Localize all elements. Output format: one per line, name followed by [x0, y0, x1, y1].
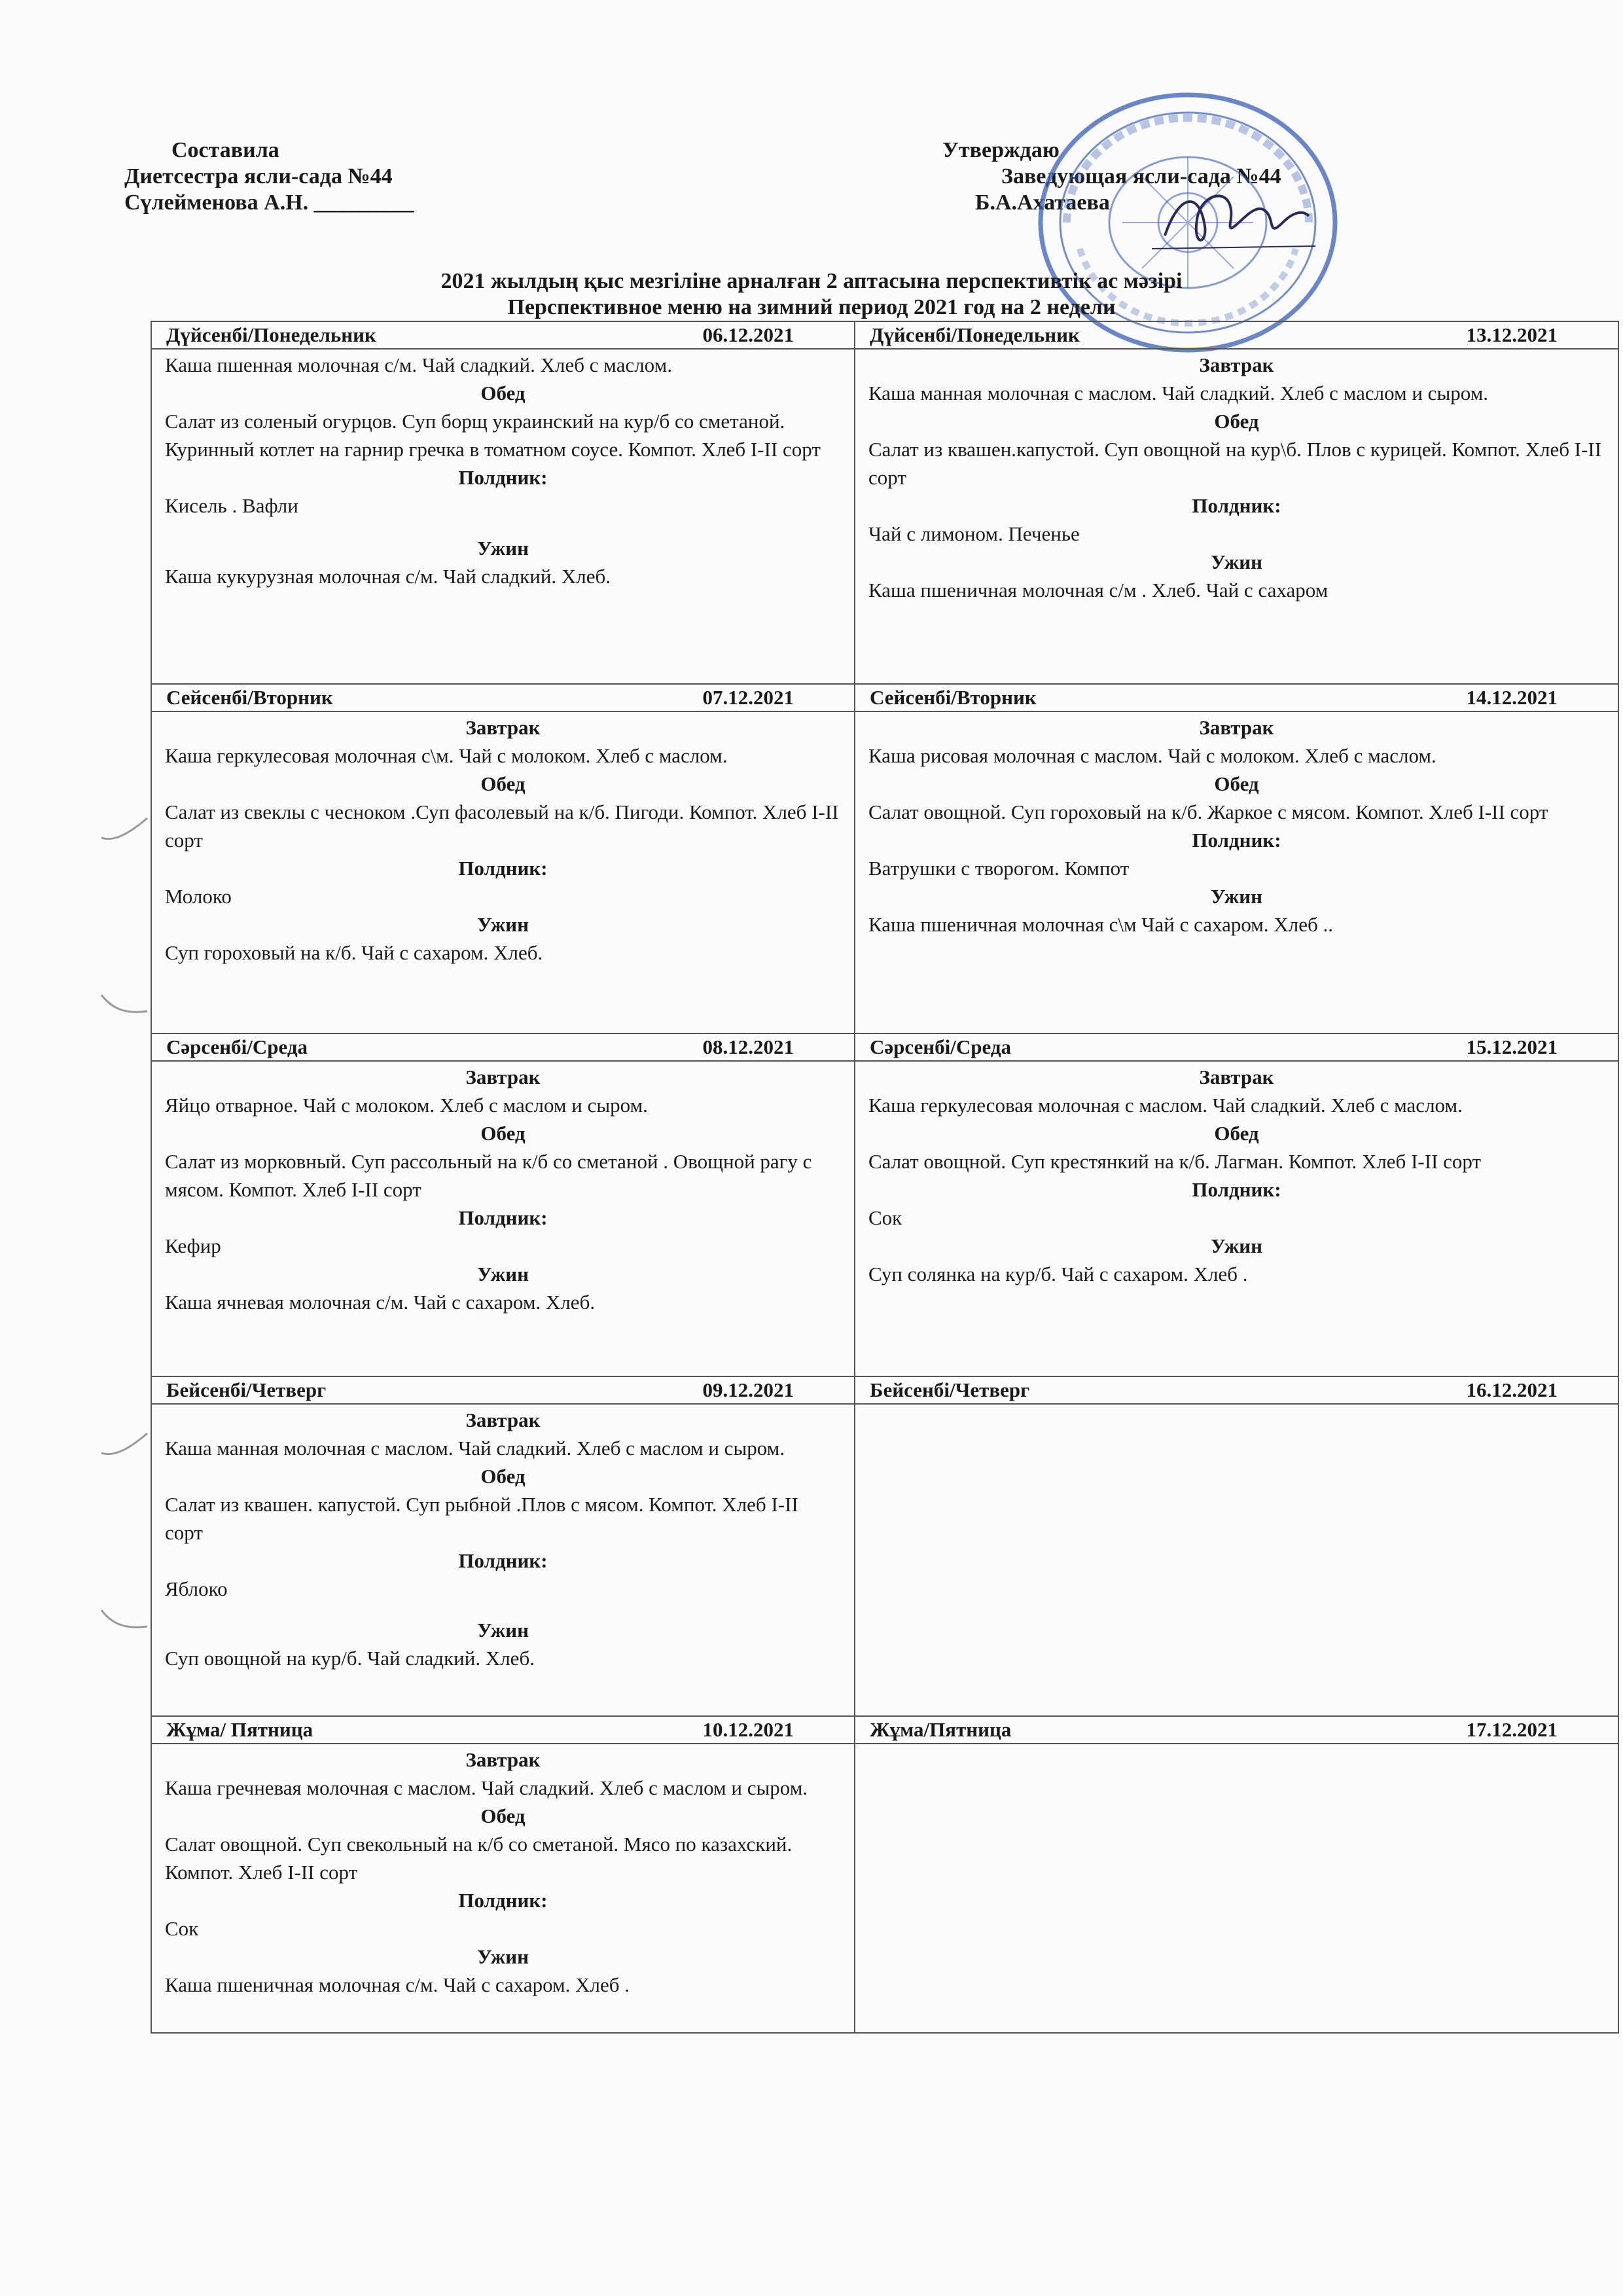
lunch-heading: Обед: [480, 1122, 526, 1145]
day-name: Дүйсенбі/Понедельник: [870, 323, 1080, 346]
menu-cell-week2: [855, 349, 1618, 684]
snack-text: Кефир: [165, 1234, 221, 1257]
breakfast-heading: Завтрак: [1199, 1066, 1274, 1088]
title-russian: Перспективное меню на зимний период 2021 год на 2 недели: [507, 295, 1116, 319]
day-date: 06.12.2021: [702, 323, 794, 346]
punch-hole-mark: [98, 982, 151, 1021]
menu-cell-week1: [151, 1744, 855, 2033]
day-name: Бейсенбі/Четверг: [870, 1378, 1030, 1401]
snack-heading: Полдник:: [1192, 829, 1281, 852]
breakfast-heading: Завтрак: [1199, 353, 1274, 376]
dinner-text: Суп овощной на кур/б. Чай сладкий. Хлеб.: [165, 1647, 535, 1670]
menu-cell-week2: [855, 1061, 1618, 1376]
breakfast-text: Каша гречневая молочная с маслом. Чай сладкий. Хлеб с маслом и сыром.: [165, 1776, 808, 1799]
compiled-by-block: [124, 137, 414, 216]
day-date: 10.12.2021: [702, 1718, 794, 1741]
snack-text: Молоко: [165, 885, 232, 908]
day-header-week2: [855, 321, 1618, 349]
dinner-heading: Ужин: [477, 1619, 529, 1641]
lunch-text: Салат из квашен.капустой. Суп овощной на кур\б. Плов с курицей. Компот. Хлеб I-II сорт: [868, 438, 1602, 489]
approved-by-label: Утверждаю: [942, 138, 1060, 162]
day-header-row: [151, 684, 1618, 711]
punch-hole-mark: [98, 1597, 151, 1636]
day-date: 07.12.2021: [702, 686, 794, 709]
day-date: 13.12.2021: [1466, 323, 1558, 346]
day-header-row: [151, 1376, 1618, 1404]
compiled-by-position: Диетсестра ясли-сада №44: [124, 164, 393, 188]
day-name: Дүйсенбі/Понедельник: [166, 323, 376, 346]
lunch-heading: Обед: [1214, 772, 1259, 795]
lunch-heading: Обед: [1214, 410, 1259, 433]
title-kazakh: 2021 жылдың қыс мезгіліне арналған 2 аптасына перспективтік ас мәзірі: [440, 269, 1183, 293]
lunch-heading: Обед: [480, 1465, 526, 1488]
dinner-heading: Ужин: [1211, 1234, 1262, 1257]
breakfast-text: Каша манная молочная с маслом. Чай сладкий. Хлеб с маслом и сыром.: [868, 382, 1489, 404]
day-date: 16.12.2021: [1466, 1378, 1558, 1401]
breakfast-text: Каша геркулесовая молочная с\м. Чай с молоком. Хлеб с маслом.: [165, 744, 728, 767]
dinner-heading: Ужин: [477, 913, 529, 936]
lunch-text: Салат овощной. Суп крестянкий на к/б. Лагман. Компот. Хлеб I-II сорт: [868, 1150, 1482, 1173]
snack-text: Чай с лимоном. Печенье: [868, 522, 1080, 545]
dinner-text: Каша пшеничная молочная с/м. Чай с сахаром. Хлеб .: [165, 1973, 630, 1996]
menu-cell-week2: [855, 711, 1618, 1033]
breakfast-text: Каша рисовая молочная с маслом. Чай с молоком. Хлеб с маслом.: [868, 744, 1436, 767]
day-header-week1: [151, 1033, 855, 1061]
menu-cell-week1: [151, 711, 855, 1033]
lunch-text: Салат из морковный. Суп рассольный на к/б со сметаной . Овощной рагу с мясом. Компот. Хлеб I-II сорт: [165, 1150, 812, 1201]
compiled-by-name: Сүлейменова А.Н. _________: [124, 190, 414, 215]
menu-row: [151, 349, 1618, 684]
breakfast-text: Каша манная молочная с маслом. Чай сладкий. Хлеб с маслом и сыром.: [165, 1437, 785, 1460]
compiled-by-label: Составила: [171, 138, 279, 162]
day-name: Сәрсенбі/Среда: [870, 1035, 1012, 1058]
punch-hole-mark: [98, 812, 151, 851]
day-date: 14.12.2021: [1466, 686, 1558, 709]
snack-heading: Полдник:: [1192, 1178, 1281, 1201]
day-name: Жұма/Пятница: [870, 1718, 1012, 1741]
snack-text: Ватрушки с творогом. Компот: [868, 857, 1130, 880]
menu-row: [151, 1404, 1618, 1716]
dinner-heading: Ужин: [1211, 550, 1262, 573]
snack-text: Кисель . Вафли: [165, 494, 298, 517]
menu-row: [151, 711, 1618, 1033]
day-name: Бейсенбі/Четверг: [166, 1378, 327, 1401]
menu-cell-week1: [151, 1404, 855, 1716]
menu-row: [151, 1061, 1618, 1376]
dinner-text: Каша кукурузная молочная с/м. Чай сладкий. Хлеб.: [165, 565, 611, 588]
breakfast-text: Яйцо отварное. Чай с молоком. Хлеб с маслом и сыром.: [165, 1094, 648, 1117]
dinner-heading: Ужин: [477, 537, 529, 560]
dinner-heading: Ужин: [1211, 885, 1262, 908]
day-name: Сәрсенбі/Среда: [166, 1035, 308, 1058]
snack-heading: Полдник:: [458, 466, 548, 489]
breakfast-heading: Завтрак: [1199, 716, 1274, 739]
snack-heading: Полдник:: [1192, 494, 1281, 517]
dinner-text: Суп солянка на кур/б. Чай с сахаром. Хлеб .: [868, 1263, 1248, 1285]
snack-text: Яблоко: [165, 1577, 228, 1600]
day-header-week2: [855, 1376, 1618, 1404]
day-header-week1: [151, 684, 855, 711]
day-name: Сейсенбі/Вторник: [870, 686, 1037, 709]
menu-cell-week2-empty: [855, 1404, 1618, 1716]
breakfast-heading: Завтрак: [465, 1408, 541, 1431]
lunch-text: Салат из квашен. капустой. Суп рыбной .Плов с мясом. Компот. Хлеб I-II сорт: [165, 1493, 798, 1544]
lunch-text: Салат из свеклы с чесноком .Суп фасолевый на к/б. Пигоди. Компот. Хлеб I-II сорт: [165, 800, 839, 852]
breakfast-heading: Завтрак: [465, 1066, 541, 1088]
day-date: 17.12.2021: [1466, 1718, 1558, 1741]
lunch-heading: Обед: [480, 772, 526, 795]
signature-scribble: [1152, 183, 1315, 255]
day-header-week2: [855, 1033, 1618, 1061]
lunch-text: Салат овощной. Суп гороховый на к/б. Жаркое с мясом. Компот. Хлеб I-II сорт: [868, 800, 1548, 823]
day-header-week2: [855, 684, 1618, 711]
menu-table: [151, 321, 1619, 2034]
snack-heading: Полдник:: [458, 1889, 548, 1912]
punch-hole-mark: [98, 1427, 151, 1466]
day-header-week2: [855, 1716, 1618, 1744]
day-date: 09.12.2021: [702, 1378, 794, 1401]
day-name: Жұма/ Пятница: [166, 1718, 313, 1741]
lunch-heading: Обед: [480, 382, 526, 404]
lunch-heading: Обед: [1214, 1122, 1259, 1145]
day-header-row: [151, 1716, 1618, 1744]
dinner-heading: Ужин: [477, 1263, 529, 1285]
snack-heading: Полдник:: [458, 1206, 548, 1229]
menu-cell-week1: [151, 1061, 855, 1376]
lunch-text: Салат из соленый огурцов. Суп борщ украинский на кур/б со сметаной. Куринный котлет на гарнир гречка в томатном соусе. Компот. Хлеб I-II сорт: [165, 410, 821, 461]
breakfast-text: Каша пшенная молочная с/м. Чай сладкий. Хлеб с маслом.: [165, 353, 672, 376]
lunch-heading: Обед: [480, 1804, 526, 1827]
day-header-week1: [151, 321, 855, 349]
dinner-text: Каша ячневая молочная с/м. Чай с сахаром. Хлеб.: [165, 1291, 596, 1314]
approved-by-position: Заведующая ясли-сада №44: [1001, 164, 1281, 188]
approved-by-name: Б.А.Ахатаева: [975, 190, 1110, 215]
day-header-row: [151, 321, 1618, 349]
dinner-text: Суп гороховый на к/б. Чай с сахаром. Хлеб.: [165, 941, 543, 964]
menu-cell-week2-empty: [855, 1744, 1618, 2033]
day-date: 15.12.2021: [1466, 1035, 1558, 1058]
day-header-row: [151, 1033, 1618, 1061]
menu-cell-week1: [151, 349, 855, 684]
day-header-week1: [151, 1376, 855, 1404]
snack-text: Сок: [868, 1206, 902, 1229]
snack-heading: Полдник:: [458, 1549, 548, 1572]
dinner-text: Каша пшеничная молочная с/м . Хлеб. Чай с сахаром: [868, 579, 1329, 601]
breakfast-heading: Завтрак: [465, 716, 541, 739]
breakfast-heading: Завтрак: [465, 1748, 541, 1771]
dinner-text: Каша пшеничная молочная с\м Чай с сахаром. Хлеб ..: [868, 913, 1333, 936]
dinner-heading: Ужин: [477, 1945, 529, 1968]
snack-text: Сок: [165, 1917, 199, 1940]
day-header-week1: [151, 1716, 855, 1744]
lunch-text: Салат овощной. Суп свекольный на к/б со сметаной. Мясо по казахский. Компот. Хлеб I-II сорт: [165, 1833, 793, 1884]
breakfast-text: Каша геркулесовая молочная с маслом. Чай сладкий. Хлеб с маслом.: [868, 1094, 1463, 1117]
snack-heading: Полдник:: [458, 857, 548, 880]
day-name: Сейсенбі/Вторник: [166, 686, 333, 709]
day-date: 08.12.2021: [702, 1035, 794, 1058]
menu-row: [151, 1744, 1618, 2033]
